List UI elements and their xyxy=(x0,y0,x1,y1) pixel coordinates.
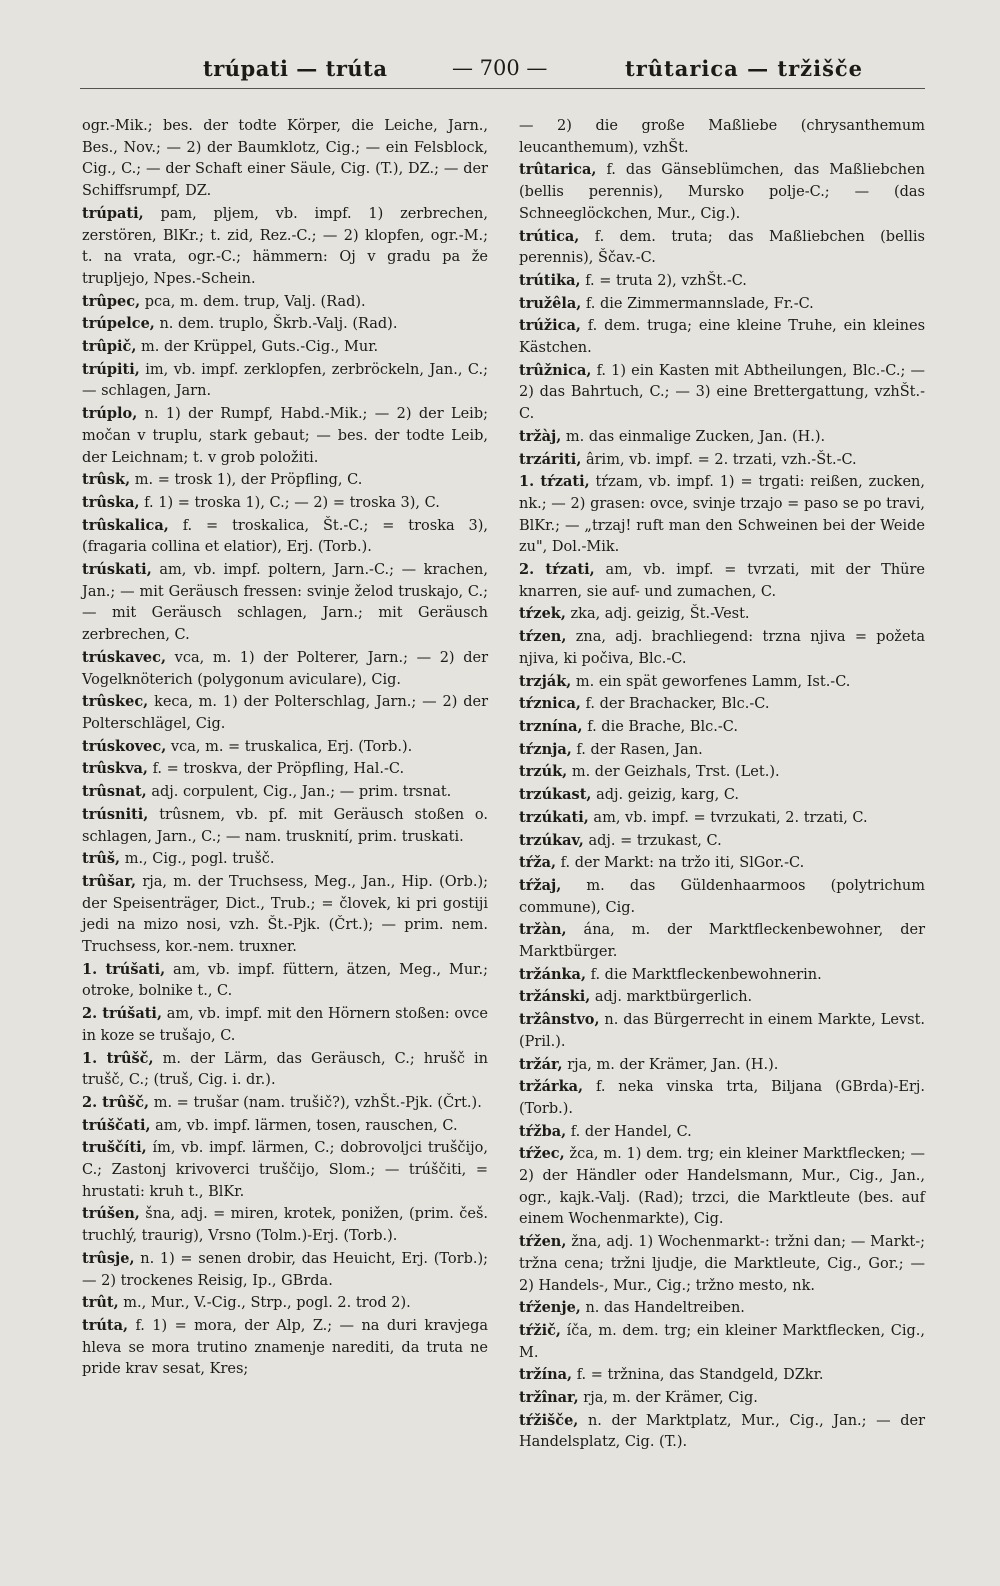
dictionary-entry xyxy=(82,758,488,781)
entry-headword: tržánka, xyxy=(519,965,586,983)
entry-headword: trûskalica, xyxy=(82,516,169,534)
dictionary-entry xyxy=(519,784,925,807)
entry-definition: žca, m. 1) dem. trg; ein kleiner Marktflecken; — 2) der Händler oder Handelsmann, Mur., Cig., Jan., ogr., kajk.-Valj. (Rad); trzci, die Marktleute (bes. auf einem Wochenmarkte), Cig. xyxy=(519,1146,926,1228)
dictionary-entry xyxy=(519,559,925,603)
entry-definition: žna, adj. 1) Wochenmarkt-: tržni dan; — Markt-; tržna cena; tržni ljudje, die Marktleute, Cig., Gor.; — 2) Handels-, Mur., Cig.; tržno mesto, nk. xyxy=(519,1234,925,1294)
entry-headword: tŕzek, xyxy=(519,605,566,623)
entry-headword: trûsk, xyxy=(82,471,131,489)
entry-definition: f. die Zimmermannslade, Fr.-C. xyxy=(585,295,814,312)
dictionary-entry xyxy=(82,359,488,403)
entry-headword: tŕznica, xyxy=(519,695,581,713)
entry-definition: m. das Güldenhaarmoos (polytrichum commune), Cig. xyxy=(519,877,926,916)
entry-headword: tržár, xyxy=(519,1055,563,1073)
entry-definition: f. 1) = troska 1), C.; — 2) = troska 3), C. xyxy=(144,494,440,511)
dictionary-entry xyxy=(82,1048,488,1092)
entry-definition: pca, m. dem. trup, Valj. (Rad). xyxy=(144,293,366,310)
entry-definition: n. dem. truplo, Škrb.-Valj. (Rad). xyxy=(159,316,398,333)
entry-definition: am, vb. impf. mit den Hörnern stoßen: ovce in koze se trušajo, C. xyxy=(82,1006,488,1044)
entry-definition: adj. geizig, karg, C. xyxy=(596,787,740,804)
entry-headword: tŕžaj, xyxy=(519,876,562,894)
dictionary-entry xyxy=(82,403,488,469)
entry-definition: adj. = trzukast, C. xyxy=(588,832,722,849)
entry-definition: f. 1) = mora, der Alp, Z.; — na duri kravjega hleva se mora trutino znamenje narediti, da truta ne pride krav sesat, Kres; xyxy=(82,1317,488,1378)
dictionary-entry xyxy=(519,426,925,449)
entry-definition: f. der Markt: na tržo iti, SlGor.-C. xyxy=(560,855,805,872)
entry-definition: n. 1) der Rumpf, Habd.-Mik.; — 2) der Leib; močan v truplu, stark gebaut; — bes. der todte Leib, der Leichnam; t. v grob položiti. xyxy=(82,406,488,466)
entry-headword: tŕžišče, xyxy=(519,1411,579,1429)
entry-headword: 1. tŕzati, xyxy=(519,473,590,491)
entry-headword: trúplo, xyxy=(82,405,138,423)
entry-headword: trúskati, xyxy=(82,561,152,579)
entry-headword: trúščati, xyxy=(82,1116,151,1134)
entry-headword: trzúkati, xyxy=(519,808,589,826)
entry-definition: am, vb. impf. = tvrzati, mit der Thüre knarren, sie auf- und zumachen, C. xyxy=(519,562,926,600)
entry-headword: tržánski, xyxy=(519,988,591,1006)
entry-definition: f. dem. truta; das Maßliebchen (bellis perennis), Ščav.-C. xyxy=(519,228,926,267)
dictionary-entry xyxy=(82,1203,488,1247)
dictionary-entry xyxy=(82,469,488,492)
page-header xyxy=(80,52,920,86)
dictionary-entry xyxy=(519,1009,925,1053)
entry-headword: trúskovec, xyxy=(82,737,167,755)
dictionary-entry xyxy=(82,781,488,804)
entry-headword: 2. trúšati, xyxy=(82,1005,162,1023)
dictionary-entry xyxy=(519,986,925,1009)
entry-headword: trúpiti, xyxy=(82,360,140,378)
entry-headword: trútica, xyxy=(519,227,580,245)
entry-definition: zna, adj. brachliegend: trzna njiva = požeta njiva, ki počiva, Blc.-C. xyxy=(519,629,925,667)
entry-headword: trútika, xyxy=(519,271,581,289)
entry-headword: trûtarica, xyxy=(519,161,597,179)
dictionary-entry xyxy=(519,226,925,270)
entry-headword: tŕznja, xyxy=(519,740,572,758)
entry-definition: rja, m. der Krämer, Jan. (H.). xyxy=(567,1056,779,1073)
entry-definition: f. = truta 2), vzhŠt.-C. xyxy=(585,272,747,289)
dictionary-entry xyxy=(519,1076,925,1120)
entry-definition: f. dem. truga; eine kleine Truhe, ein kleines Kästchen. xyxy=(519,318,926,357)
entry-headword: tŕžba, xyxy=(519,1122,567,1140)
dictionary-entry xyxy=(82,804,488,848)
entry-definition: vca, m. 1) der Polterer, Jarn.; — 2) der Vogelknöterich (polygonum aviculare), Cig. xyxy=(82,649,489,688)
dictionary-entry xyxy=(82,647,488,691)
entry-headword: tržânstvo, xyxy=(519,1011,600,1029)
dictionary-entry xyxy=(519,830,925,853)
entry-definition: ârim, vb. impf. = 2. trzati, vzh.-Št.-C. xyxy=(585,451,857,468)
entry-definition: ána, m. der Marktfleckenbewohner, der Marktbürger. xyxy=(519,922,925,961)
entry-headword: 1. trûšč, xyxy=(82,1049,154,1067)
entry-headword: trúta, xyxy=(82,1316,129,1334)
dictionary-entry xyxy=(82,1292,488,1315)
dictionary-entry xyxy=(519,693,925,716)
entry-headword: trûsnat, xyxy=(82,783,147,801)
entry-headword: trúpelce, xyxy=(82,315,155,333)
entry-headword: trûskva, xyxy=(82,760,148,778)
dictionary-entry xyxy=(519,671,925,694)
entry-definition: f. = troskalica, Št.-C.; = troska 3), (fragaria collina et elatior), Erj. (Torb.). xyxy=(82,517,489,556)
left-column xyxy=(82,116,488,1381)
dictionary-entry xyxy=(519,360,925,426)
dictionary-entry xyxy=(519,761,925,784)
entry-definition: n. das Handeltreiben. xyxy=(585,1300,745,1317)
entry-definition: im, vb. impf. zerklopfen, zerbröckeln, Jan., C.; — schlagen, Jarn. xyxy=(82,361,488,400)
entry-definition: f. das Gänseblümchen, das Maßliebchen (bellis perennis), Mursko polje-C.; — (das Schneeglöckchen, Mur., Cig.). xyxy=(519,162,925,222)
entry-definition: n. der Marktplatz, Mur., Cig., Jan.; — der Handelsplatz, Cig. (T.). xyxy=(519,1412,926,1451)
entry-definition: f. der Handel, C. xyxy=(570,1123,692,1140)
entry-headword: tržàn, xyxy=(519,921,567,939)
entry-headword: trûš, xyxy=(82,850,121,868)
entry-headword: trûšar, xyxy=(82,872,137,890)
dictionary-entry xyxy=(82,515,488,559)
entry-headword: trûskec, xyxy=(82,693,149,711)
entry-definition: am, vb. impf. lärmen, tosen, rauschen, C. xyxy=(155,1117,458,1134)
page-number: — 700 — xyxy=(452,56,548,80)
entry-headword: tržàj, xyxy=(519,427,562,445)
dictionary-entry xyxy=(519,716,925,739)
dictionary-entry xyxy=(519,1387,925,1410)
dictionary-entry xyxy=(519,1320,925,1364)
entry-headword: 2. trûšč, xyxy=(82,1093,150,1111)
entry-headword: tŕžen, xyxy=(519,1233,567,1251)
entry-headword: trzúkav, xyxy=(519,831,584,849)
dictionary-entry xyxy=(82,1115,488,1138)
entry-definition: m. der Krüppel, Guts.-Cig., Mur. xyxy=(141,339,379,356)
entry-definition: f. neka vinska trta, Biljana (GBrda)-Erj. (Torb.). xyxy=(519,1079,925,1117)
entry-headword: tŕža, xyxy=(519,854,557,872)
dictionary-entry xyxy=(82,203,488,291)
entry-headword: 2. tŕzati, xyxy=(519,561,595,579)
dictionary-entry xyxy=(519,964,925,987)
dictionary-entry xyxy=(519,626,925,670)
dictionary-entry xyxy=(82,736,488,759)
dictionary-entry xyxy=(519,1364,925,1387)
entry-headword: tŕženje, xyxy=(519,1299,581,1317)
dictionary-entry xyxy=(519,603,925,626)
entry-definition: íča, m. dem. trg; ein kleiner Marktflecken, Cig., M. xyxy=(519,1322,925,1361)
entry-definition: adj. corpulent, Cig., Jan.; — prim. trsnat. xyxy=(151,784,452,801)
entry-definition: m. der Lärm, das Geräusch, C.; hrušč in trušč, C.; (truš, Cig. i. dr.). xyxy=(82,1050,489,1089)
dictionary-entry xyxy=(519,875,925,919)
entry-headword: trzják, xyxy=(519,672,572,690)
entry-headword: trûžnica, xyxy=(519,361,592,379)
entry-definition: f. = troskva, der Pröpfling, Hal.-C. xyxy=(152,761,405,778)
entry-definition: tŕzam, vb. impf. 1) = trgati: reißen, zucken, nk.; — 2) grasen: ovce, svinje trzajo = paso se po travi, BlKr.; — „trzaj! ruft man den Schweinen bei der Weide zu", Dol.-Mik. xyxy=(519,474,925,556)
dictionary-entry xyxy=(82,492,488,515)
entry-headword: trzúk, xyxy=(519,763,568,781)
dictionary-entry xyxy=(82,1137,488,1203)
dictionary-entry xyxy=(82,1003,488,1047)
entry-headword: tržína, xyxy=(519,1366,573,1384)
dictionary-entry xyxy=(82,1248,488,1292)
entry-headword: trzáriti, xyxy=(519,450,582,468)
entry-definition: vca, m. = truskalica, Erj. (Torb.). xyxy=(170,738,413,755)
dictionary-entry xyxy=(82,871,488,959)
entry-definition: — 2) die große Maßliebe (chrysanthemum leucanthemum), vzhŠt. xyxy=(519,118,925,156)
entry-definition: am, vb. impf. füttern, ätzen, Meg., Mur.; otroke, bolnike t., C. xyxy=(82,961,488,1000)
dictionary-entry xyxy=(519,449,925,472)
dictionary-entry xyxy=(82,1315,488,1381)
entry-definition: pam, pljem, vb. impf. 1) zerbrechen, zerstören, BlKr.; t. zid, Rez.-C.; — 2) klopfen, ogr.-M.; t. na vrata, ogr.-C.; hämmern: Oj v gradu pa že trupljejo, Npes.-Schein. xyxy=(82,205,489,287)
entry-definition: f. die Marktfleckenbewohnerin. xyxy=(590,966,822,983)
entry-definition: m. der Geizhals, Trst. (Let.). xyxy=(571,764,780,781)
dictionary-entry xyxy=(519,1054,925,1077)
entry-definition: f. = tržnina, das Standgeld, DZkr. xyxy=(576,1367,824,1384)
dictionary-entry xyxy=(82,291,488,314)
entry-definition: m. das einmalige Zucken, Jan. (H.). xyxy=(565,428,826,445)
dictionary-entry xyxy=(519,159,925,225)
dictionary-entry xyxy=(82,336,488,359)
dictionary-entry xyxy=(519,1143,925,1231)
entry-definition: m. = trušar (nam. trušič?), vzhŠt.-Pjk. (Črt.). xyxy=(153,1094,482,1111)
entry-definition: am, vb. impf. poltern, Jarn.-C.; — krachen, Jan.; — mit Geräusch fressen: svinje želod truskajo, C.; — mit Geräusch schlagen, Jarn.; mit Geräusch zerbrechen, C. xyxy=(82,562,488,644)
dictionary-entry xyxy=(519,471,925,559)
dictionary-entry xyxy=(519,1121,925,1144)
entry-headword: tržînar, xyxy=(519,1389,579,1407)
entry-definition: f. der Rasen, Jan. xyxy=(576,741,703,758)
entry-headword: trûpec, xyxy=(82,292,141,310)
entry-definition: m., Mur., V.-Cig., Strp., pogl. 2. trod 2). xyxy=(123,1295,411,1312)
entry-definition: f. der Brachacker, Blc.-C. xyxy=(585,696,770,713)
entry-definition: am, vb. impf. = tvrzukati, 2. trzati, C. xyxy=(593,809,868,826)
dictionary-entry xyxy=(519,852,925,875)
entry-headword: tržárka, xyxy=(519,1078,584,1096)
dictionary-entry xyxy=(519,315,925,359)
entry-definition: ím, vb. impf. lärmen, C.; dobrovoljci truščijo, C.; Zastonj krivoverci truščijo, Slom.; — trúščiti, = hrustati: kruh t., BlKr. xyxy=(82,1140,488,1200)
entry-definition: m. ein spät geworfenes Lamm, Ist.-C. xyxy=(575,673,851,690)
entry-definition: ogr.-Mik.; bes. der todte Körper, die Leiche, Jarn., Bes., Nov.; — 2) der Baumklotz, Cig.; — ein Felsblock, Cig., C.; — der Schaft einer Säule, Cig. (T.), DZ.; — der Schiffsrumpf, DZ. xyxy=(82,118,488,200)
header-left-guideword: trúpati — trúta xyxy=(203,56,388,81)
entry-headword: tŕzen, xyxy=(519,628,567,646)
entry-headword: tŕžec, xyxy=(519,1145,565,1163)
header-right-guideword: trûtarica — tržišče xyxy=(625,56,864,81)
dictionary-entry xyxy=(519,919,925,963)
dictionary-entry xyxy=(82,848,488,871)
entry-definition: n. das Bürgerrecht in einem Markte, Levst. (Pril.). xyxy=(519,1012,926,1050)
entry-definition: keca, m. 1) der Polterschlag, Jarn.; — 2) der Polterschlägel, Cig. xyxy=(82,694,489,732)
entry-headword: trûsje, xyxy=(82,1249,135,1267)
dictionary-entry xyxy=(519,1231,925,1297)
entry-headword: trûska, xyxy=(82,493,140,511)
header-rule xyxy=(80,88,925,89)
entry-definition: adj. marktbürgerlich. xyxy=(594,989,753,1006)
dictionary-entry xyxy=(519,1410,925,1454)
entry-headword: tružêla, xyxy=(519,294,582,312)
right-column xyxy=(519,116,925,1454)
dictionary-entry xyxy=(82,691,488,735)
entry-headword: trúpati, xyxy=(82,204,144,222)
entry-headword: trúskavec, xyxy=(82,648,167,666)
entry-definition: f. die Brache, Blc.-C. xyxy=(587,718,738,735)
entry-definition: trûsnem, vb. pf. mit Geräusch stoßen o. schlagen, Jarn., C.; — nam. trusknití, prim. truskati. xyxy=(82,806,488,845)
dictionary-entry xyxy=(519,270,925,293)
dictionary-entry xyxy=(519,807,925,830)
entry-headword: trúšen, xyxy=(82,1205,140,1223)
entry-definition: f. 1) ein Kasten mit Abtheilungen, Blc.-C.; — 2) das Bahrtuch, C.; — 3) eine Brettergattung, vzhŠt.-C. xyxy=(519,362,925,423)
entry-headword: tŕžič, xyxy=(519,1321,561,1339)
dictionary-entry xyxy=(519,739,925,762)
entry-definition: m. = trosk 1), der Pröpfling, C. xyxy=(134,472,363,489)
dictionary-entry xyxy=(82,1092,488,1115)
entry-definition: rja, m. der Truchsess, Meg., Jan., Hip. (Orb.); der Speisenträger, Dict., Trub.; = človek, ki pri gostiji jedi na mizo nosi, vzh. Št.-Pjk. (Črt.); — prim. nem. Truchsess, kor.-nem. truxner. xyxy=(82,873,489,956)
entry-definition: rja, m. der Krämer, Cig. xyxy=(583,1390,758,1407)
entry-headword: trznína, xyxy=(519,717,583,735)
entry-headword: trûpič, xyxy=(82,338,137,356)
dictionary-entry xyxy=(82,559,488,647)
dictionary-entry xyxy=(519,293,925,316)
dictionary-entry xyxy=(519,1297,925,1320)
entry-headword: trût, xyxy=(82,1294,119,1312)
dictionary-entry xyxy=(519,116,925,159)
entry-definition: m., Cig., pogl. trušč. xyxy=(124,851,275,868)
entry-headword: truščíti, xyxy=(82,1139,147,1157)
entry-headword: trúžica, xyxy=(519,317,581,335)
entry-headword: 1. trúšati, xyxy=(82,960,166,978)
entry-definition: šna, adj. = miren, krotek, ponižen, (prim. češ. truchlý, traurig), Vrsno (Tolm.)-Erj. (Torb.). xyxy=(82,1206,489,1245)
dictionary-entry xyxy=(82,313,488,336)
entry-definition: n. 1) = senen drobir, das Heuicht, Erj. (Torb.); — 2) trockenes Reisig, Ip., GBrda. xyxy=(82,1250,489,1289)
dictionary-entry xyxy=(82,116,488,203)
entry-headword: trzúkast, xyxy=(519,786,592,804)
entry-definition: zka, adj. geizig, Št.-Vest. xyxy=(570,606,750,623)
dictionary-entry xyxy=(82,959,488,1003)
entry-headword: trúsniti, xyxy=(82,805,149,823)
